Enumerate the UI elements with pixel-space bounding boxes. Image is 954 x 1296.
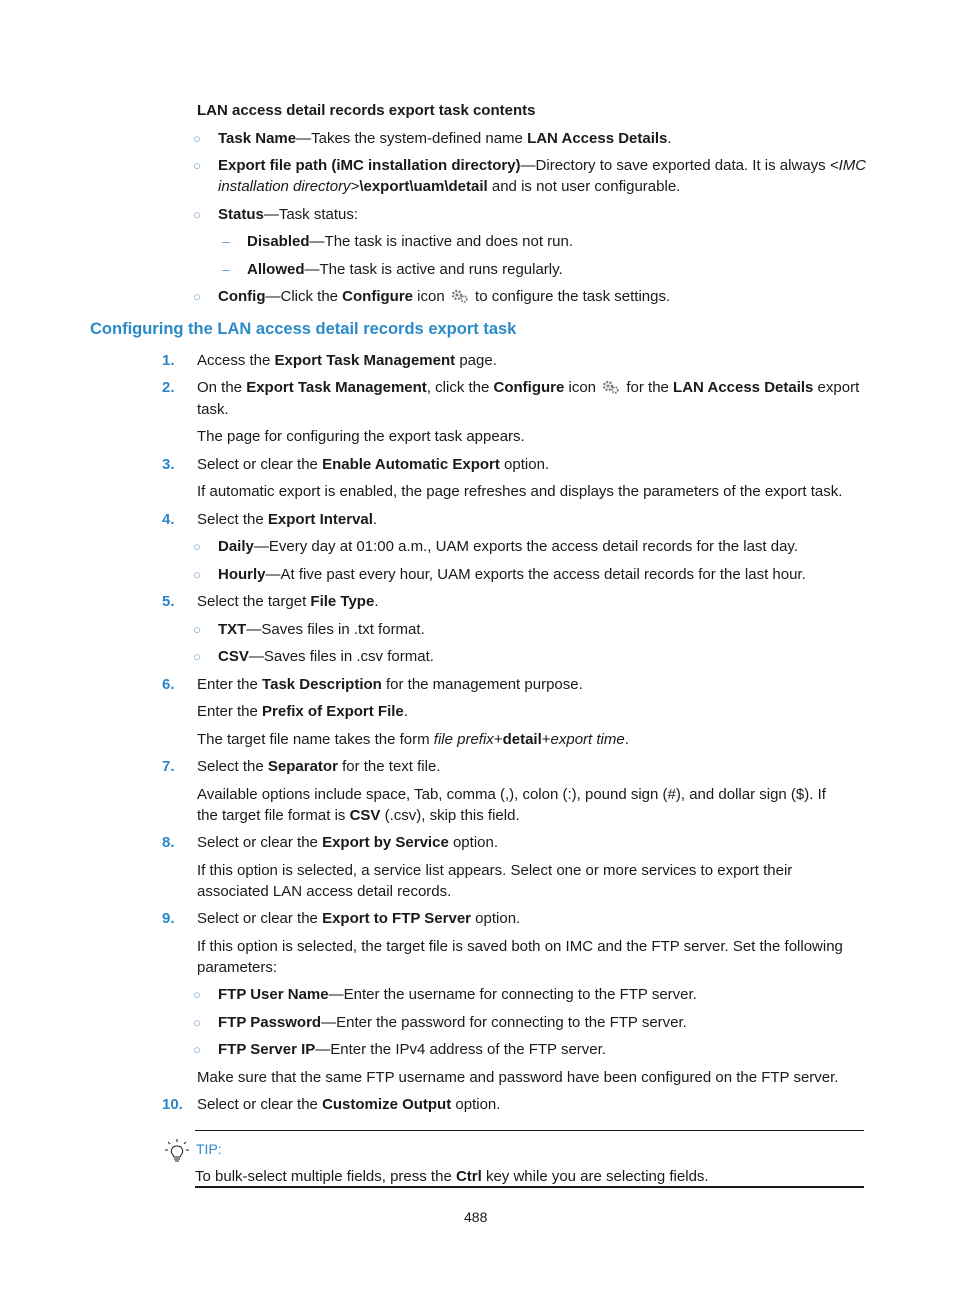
step-3-note: If automatic export is enabled, the page refreshes and displays the parameters of the export task.	[197, 483, 843, 500]
configure-gear-icon	[602, 380, 620, 394]
step-number: 10.	[162, 1096, 183, 1113]
step-6-prefix: Enter the Prefix of Export File.	[197, 703, 408, 720]
dash-icon: –	[222, 261, 230, 277]
export-path-item: Export file path (iMC installation directory)—Directory to save exported data. It is always <IMC	[218, 157, 867, 174]
step-8-note-line1: If this option is selected, a service list appears. Select one or more services to export their	[197, 862, 793, 879]
bullet-icon: ○	[193, 567, 201, 582]
bullet-icon: ○	[193, 289, 201, 304]
tip-top-rule	[195, 1130, 864, 1131]
step-5: Select the target File Type.	[197, 593, 379, 610]
bullet-icon: ○	[193, 1042, 201, 1057]
step-number: 8.	[162, 834, 175, 851]
ftp-password: FTP Password—Enter the password for connecting to the FTP server.	[218, 1014, 687, 1031]
step-8: Select or clear the Export by Service option.	[197, 834, 499, 851]
tip-label: TIP:	[196, 1141, 222, 1157]
step-number: 9.	[162, 910, 175, 927]
status-allowed: Allowed—The task is active and runs regularly.	[247, 261, 563, 278]
status-disabled: Disabled—The task is inactive and does not run.	[247, 233, 574, 250]
step-10: Select or clear the Customize Output option.	[197, 1096, 501, 1113]
step-8-note-line2: associated LAN access detail records.	[197, 883, 452, 900]
step-7: Select the Separator for the text file.	[197, 758, 441, 775]
step-number: 7.	[162, 758, 175, 775]
tip-text: To bulk-select multiple fields, press the Ctrl key while you are selecting fields.	[195, 1168, 709, 1185]
dash-icon: –	[222, 233, 230, 249]
tip-bottom-rule	[195, 1186, 864, 1188]
interval-hourly: Hourly—At five past every hour, UAM exports the access detail records for the last hour.	[218, 566, 806, 583]
bullet-icon: ○	[193, 131, 201, 146]
step-6: Enter the Task Description for the management purpose.	[197, 676, 583, 693]
step-number: 5.	[162, 593, 175, 610]
step-9-note-line2: parameters:	[197, 959, 278, 976]
step-number: 4.	[162, 511, 175, 528]
filetype-txt: TXT—Saves files in .txt format.	[218, 621, 425, 638]
ftp-user-name: FTP User Name—Enter the username for connecting to the FTP server.	[218, 986, 697, 1003]
bullet-icon: ○	[193, 649, 201, 664]
step-2-line2: task.	[197, 401, 229, 418]
step-9: Select or clear the Export to FTP Server option.	[197, 910, 521, 927]
step-1: Access the Export Task Management page.	[197, 352, 497, 369]
step-9-ftp-note: Make sure that the same FTP username and password have been configured on the FTP server.	[197, 1069, 839, 1086]
section-title: Configuring the LAN access detail records export task	[90, 320, 517, 338]
step-7-note-line2: the target file format is CSV (.csv), skip this field.	[197, 807, 520, 824]
filetype-csv: CSV—Saves files in .csv format.	[218, 648, 434, 665]
step-4: Select the Export Interval.	[197, 511, 378, 528]
step-number: 6.	[162, 676, 175, 693]
config-item: Config—Click the Configure icon to configure the task settings.	[218, 288, 671, 305]
step-number: 1.	[162, 352, 175, 369]
bullet-icon: ○	[193, 207, 201, 222]
step-9-note-line1: If this option is selected, the target file is saved both on IMC and the FTP server. Set the following	[197, 938, 843, 955]
task-name-item: Task Name—Takes the system-defined name LAN Access Details.	[218, 130, 672, 147]
page-number: 488	[464, 1209, 488, 1225]
step-6-filename: The target file name takes the form file prefix+detail+export time.	[197, 731, 629, 748]
bullet-icon: ○	[193, 158, 201, 173]
step-2-note: The page for configuring the export task appears.	[197, 428, 525, 445]
ftp-server-ip: FTP Server IP—Enter the IPv4 address of the FTP server.	[218, 1041, 606, 1058]
lightbulb-icon	[164, 1138, 190, 1164]
bullet-icon: ○	[193, 987, 201, 1002]
bullet-icon: ○	[193, 1015, 201, 1030]
step-7-note-line1: Available options include space, Tab, comma (,), colon (:), pound sign (#), and dollar sign ($). If	[197, 786, 826, 803]
interval-daily: Daily—Every day at 01:00 a.m., UAM exports the access detail records for the last day.	[218, 538, 798, 555]
contents-heading: LAN access detail records export task contents	[197, 102, 536, 119]
status-item: Status—Task status:	[218, 206, 359, 223]
export-path-item-line2: installation directory>\export\uam\detail and is not user configurable.	[218, 178, 681, 195]
step-3: Select or clear the Enable Automatic Export option.	[197, 456, 550, 473]
step-number: 3.	[162, 456, 175, 473]
step-number: 2.	[162, 379, 175, 396]
bullet-icon: ○	[193, 539, 201, 554]
step-2: On the Export Task Management, click the Configure icon for the LAN Access Details export	[197, 379, 860, 396]
bullet-icon: ○	[193, 622, 201, 637]
configure-gear-icon	[451, 289, 469, 303]
